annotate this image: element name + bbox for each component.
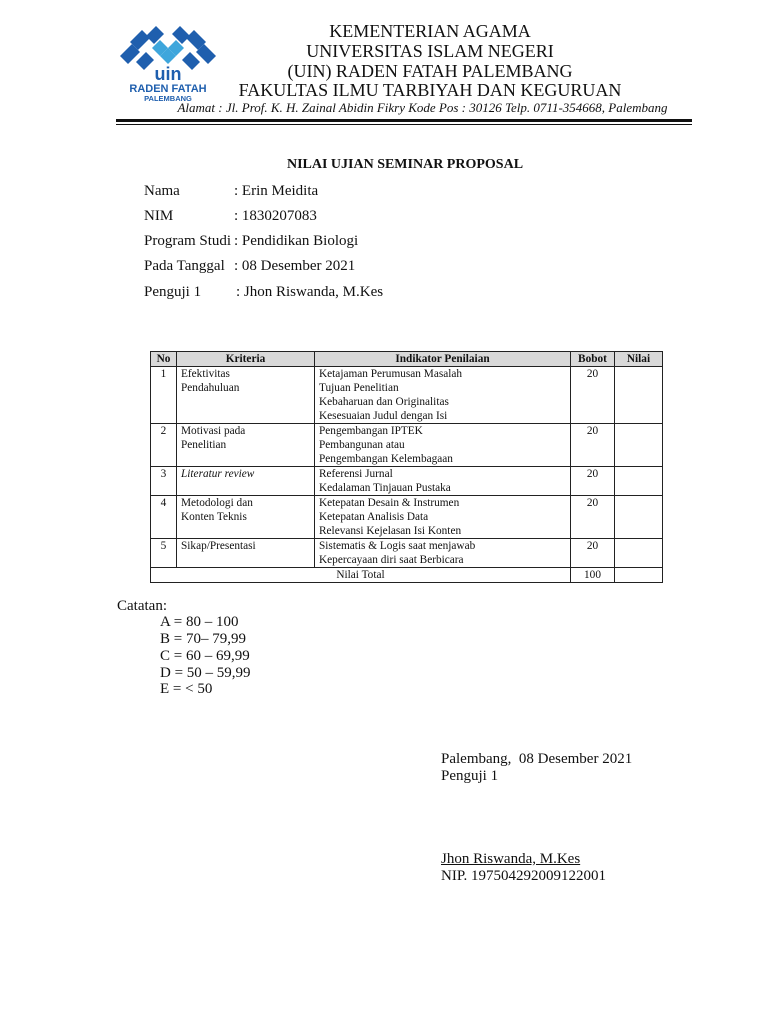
indikator-line: Relevansi Kejelasan Isi Konten xyxy=(319,525,462,537)
total-nilai[interactable] xyxy=(615,568,663,583)
cell-kriteria xyxy=(177,424,315,467)
indikator-line: Ketepatan Desain & Instrumen xyxy=(319,497,460,509)
indikator-line: Kebaharuan dan Originalitas xyxy=(319,396,449,408)
kriteria-line: Penelitian xyxy=(181,439,227,451)
indikator-line: Pengembangan Kelembagaan xyxy=(319,453,453,465)
indikator-line: Kepercayaan diri saat Berbicara xyxy=(319,554,464,566)
cell-nilai[interactable] xyxy=(615,467,663,496)
cell-nilai[interactable] xyxy=(615,424,663,467)
cell-no: 1 xyxy=(151,367,177,424)
logo-name-text: RADEN FATAH xyxy=(129,83,207,95)
kriteria-line: Metodologi dan xyxy=(181,497,253,509)
cell-indikator xyxy=(315,539,571,568)
kriteria-line: Pendahuluan xyxy=(181,382,240,394)
kriteria-line: Motivasi pada xyxy=(181,425,246,437)
indikator-line: Sistematis & Logis saat menjawab xyxy=(319,540,476,552)
table-row xyxy=(151,496,663,539)
signature-place-date: Palembang, 08 Desember 2021 xyxy=(441,751,633,767)
cell-no: 5 xyxy=(151,539,177,568)
info-value-program: : Pendidikan Biologi xyxy=(234,233,359,249)
cell-kriteria xyxy=(177,496,315,539)
table-row xyxy=(151,539,663,568)
column-header-bobot: Bobot xyxy=(571,352,615,367)
cell-nilai[interactable] xyxy=(615,539,663,568)
signature-nip: NIP. 197504292009122001 xyxy=(441,868,607,884)
kriteria-line: Efektivitas xyxy=(181,368,230,380)
document-title: NILAI UJIAN SEMINAR PROPOSAL xyxy=(286,157,524,172)
logo-mark-text: uin xyxy=(154,64,182,84)
cell-kriteria xyxy=(177,367,315,424)
column-header-no: No xyxy=(151,352,177,367)
grade-c: C = 60 – 69,99 xyxy=(160,648,250,664)
kriteria-line: Literatur review xyxy=(181,468,255,480)
grade-d: D = 50 – 59,99 xyxy=(160,665,251,681)
notes-title: Catatan: xyxy=(117,598,167,614)
table-header-row xyxy=(151,352,663,367)
cell-bobot: 20 xyxy=(571,539,615,568)
info-value-examiner: : Jhon Riswanda, M.Kes xyxy=(236,284,384,300)
header-divider-thick xyxy=(116,119,692,122)
indikator-line: Referensi Jurnal xyxy=(319,468,393,480)
logo-city-text: PALEMBANG xyxy=(144,94,192,103)
cell-indikator xyxy=(315,367,571,424)
cell-indikator xyxy=(315,467,571,496)
grade-b: B = 70– 79,99 xyxy=(160,631,246,647)
table-row xyxy=(151,367,663,424)
info-label-nim: NIM xyxy=(144,208,174,224)
column-header-nilai: Nilai xyxy=(615,352,663,367)
indikator-line: Kedalaman Tinjauan Pustaka xyxy=(319,482,451,494)
kriteria-line: Sikap/Presentasi xyxy=(181,540,256,552)
indikator-line: Ketepatan Analisis Data xyxy=(319,511,429,523)
info-value-name: : Erin Meidita xyxy=(234,183,319,199)
total-label: Nilai Total xyxy=(151,568,571,583)
info-value-nim: : 1830207083 xyxy=(234,208,317,224)
table-row xyxy=(151,424,663,467)
grade-e: E = < 50 xyxy=(160,681,213,697)
cell-bobot: 20 xyxy=(571,367,615,424)
indikator-line: Ketajaman Perumusan Masalah xyxy=(319,368,463,380)
cell-no: 3 xyxy=(151,467,177,496)
indikator-line: Tujuan Penelitian xyxy=(319,382,399,394)
info-label-name: Nama xyxy=(144,183,180,199)
cell-kriteria xyxy=(177,539,315,568)
grade-a: A = 80 – 100 xyxy=(160,614,239,630)
table-row xyxy=(151,467,663,496)
score-table xyxy=(150,351,663,583)
info-label-date: Pada Tanggal xyxy=(144,258,225,274)
cell-indikator xyxy=(315,424,571,467)
cell-bobot: 20 xyxy=(571,424,615,467)
indikator-line: Kesesuaian Judul dengan Isi xyxy=(319,410,448,422)
header-faculty: FAKULTAS ILMU TARBIYAH DAN KEGURUAN xyxy=(238,80,622,100)
cell-nilai[interactable] xyxy=(615,367,663,424)
column-header-kriteria: Kriteria xyxy=(177,352,315,367)
header-campus: (UIN) RADEN FATAH PALEMBANG xyxy=(287,61,573,81)
header-divider-thin xyxy=(116,124,692,125)
info-value-date: : 08 Desember 2021 xyxy=(234,258,356,274)
column-header-indikator: Indikator Penilaian xyxy=(315,352,571,367)
cell-bobot: 20 xyxy=(571,496,615,539)
total-bobot: 100 xyxy=(571,568,615,583)
info-label-program: Program Studi xyxy=(144,233,232,249)
header-ministry: KEMENTERIAN AGAMA xyxy=(329,21,531,41)
cell-bobot: 20 xyxy=(571,467,615,496)
cell-nilai[interactable] xyxy=(615,496,663,539)
indikator-line: Pembangunan atau xyxy=(319,439,405,451)
cell-no: 2 xyxy=(151,424,177,467)
kriteria-line: Konten Teknis xyxy=(181,511,247,523)
header-university: UNIVERSITAS ISLAM NEGERI xyxy=(306,41,554,61)
info-label-examiner: Penguji 1 xyxy=(144,284,202,300)
signature-name: Jhon Riswanda, M.Kes xyxy=(441,851,581,867)
signature-role: Penguji 1 xyxy=(441,768,499,784)
cell-kriteria xyxy=(177,467,315,496)
header-address: Alamat : Jl. Prof. K. H. Zainal Abidin Fikry Kode Pos : 30126 Telp. 0711-354668, Palembang xyxy=(177,100,668,115)
table-total-row xyxy=(151,568,663,583)
cell-no: 4 xyxy=(151,496,177,539)
indikator-line: Pengembangan IPTEK xyxy=(319,425,423,437)
cell-indikator xyxy=(315,496,571,539)
